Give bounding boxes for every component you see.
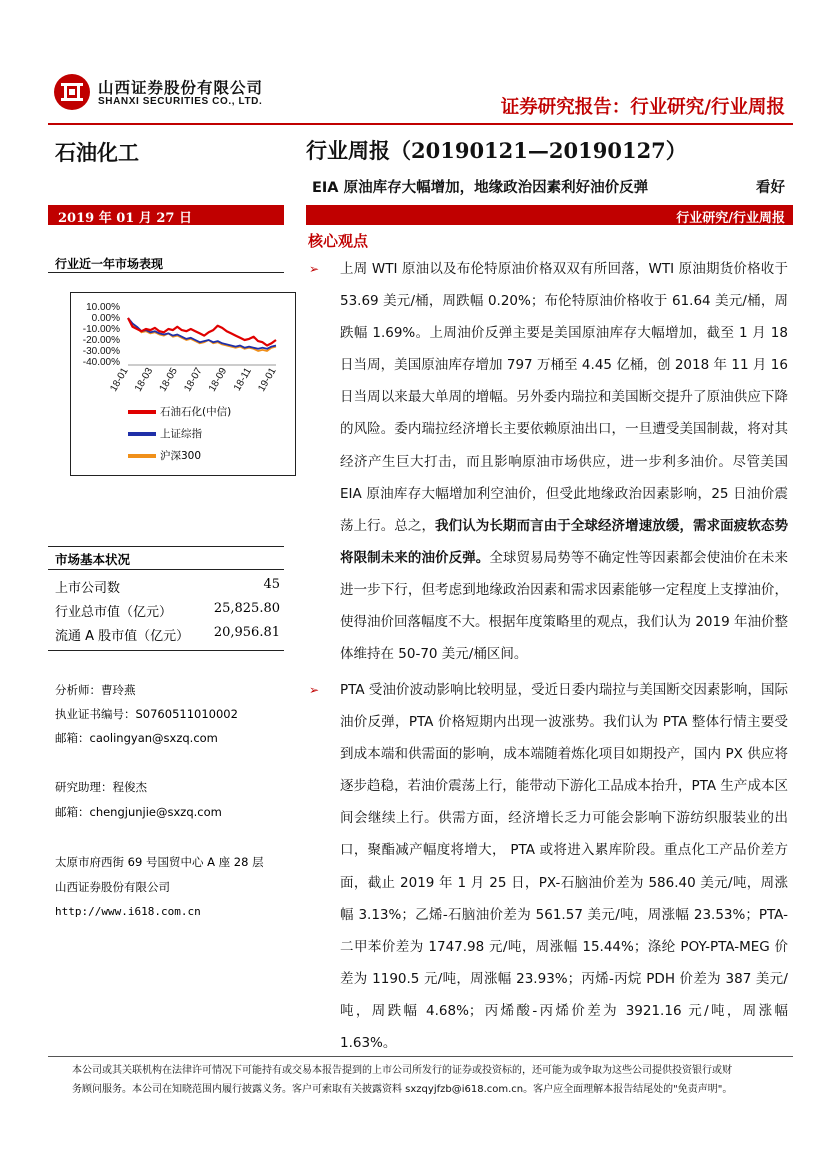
x-tick-label: 18-03 [132,366,156,394]
core-view-title: 核心观点 [308,232,369,250]
disclaimer-line-2: 务顾问服务。本公司在知晓范围内履行披露义务。客户可索取有关披露资料 sxzqyjfzb@i618.com.cn。客户应全面理解本报告结尾处的"免责声明"。 [72,1084,733,1095]
y-tick-label: -30.00% [82,346,120,357]
assistant-email[interactable]: 邮箱：chengjunjie@sxzq.com [55,805,222,819]
legend-label: 沪深300 [160,450,202,462]
stat-label: 流通 A 股市值（亿元） [55,629,190,644]
x-tick-label: 18-09 [206,366,230,394]
report-tag: 行业研究/行业周报 [306,205,793,225]
y-tick-label: 10.00% [86,302,120,313]
header-divider [48,123,793,125]
paragraph-text-tail: 全球贸易局势等不确定性等因素都会使油价在未来进一步下行，但考虑到地缘政治因素和需求因素能够一定程度上支撑油价，使得油价回落幅度不大。根据年度策略里的观点，我们认为 2019 年油价整体维持在 50-70 美元/桶区间。 [340,549,788,663]
arrow-bullet-icon: ➢ [309,683,320,697]
company-name-cn: 山西证券股份有限公司 [98,79,264,97]
legend-swatch [128,454,156,458]
company-logo [52,72,302,116]
market-section-divider [48,569,284,570]
legend-label: 上证综指 [160,428,202,440]
market-stat-row [55,625,280,646]
rating: 看好 [756,180,785,196]
analyst-name: 分析师：曹玲燕 [55,683,136,697]
market-stat-row [55,577,280,598]
market-section-top-divider [48,546,284,547]
chart-section-divider [48,272,284,273]
assistant-name: 研究助理：程俊杰 [55,780,147,794]
x-tick-label: 18-05 [157,366,180,394]
company-address: 太原市府西街 69 号国贸中心 A 座 28 层 [55,855,264,869]
paragraph-text: PTA 受油价波动影响比较明显，受近日委内瑞拉与美国断交因素影响，国际油价反弹，PTA 价格短期内出现一波涨势。我们认为 PTA 整体行情主要受到成本端和供需面的影响，成本端随着炼化项目如期投产，国内 PX 供应将逐步趋稳，若油价震荡上行，能带动下游化工品成本抬升，PTA 生产成本区间会继续上行。供需方面，经济增长乏力可能会影响下游纺织服装业的出口，聚酯减产幅度将增大， PTA 或将进入累库阶段。重点化工产品价差方面，截止 2019 年 1 月 25 日，PX-石脑油价差为 586.40 美元/吨，周涨幅 3.13%；乙烯-石脑油价差为 561.57 美元/吨，周涨幅 23.53%；PTA-二甲苯价差为 1747.98 元/吨，周涨幅 15.44%；涤纶 POY-PTA-MEG 价差为 1190.5 元/吨，周涨幅 23.93%；丙烯-丙烷 PDH 价差为 387 美元/吨，周跌幅 4.68%；丙烯酸-丙烯价差为 3921.16 元/吨，周涨幅 1.63%。 [340,682,788,1052]
footer-divider [48,1056,793,1057]
key-conclusion: 我们认为长期而言由于全球经济增速放缓，需求面疲软态势将限制未来的油价反弹。 [340,517,788,566]
company-url-link[interactable]: http://www.i618.com.cn [55,905,201,918]
x-tick-label: 18-11 [231,366,254,394]
report-type: 证券研究报告：行业研究/行业周报 [500,97,785,118]
stat-label: 上市公司数 [55,581,121,596]
company-logo-icon [52,72,92,112]
stat-label: 行业总市值（亿元） [55,605,173,620]
y-tick-label: -10.00% [82,324,120,335]
stat-value: 20,956.81 [213,625,280,640]
analyst-email[interactable]: 邮箱：caolingyan@sxzq.com [55,731,218,745]
market-section-bottom-divider [48,650,284,651]
report-title: 行业周报（20190121—20190127） [306,138,687,163]
x-tick-label: 19-01 [256,366,279,394]
x-tick-label: 18-07 [182,366,205,394]
stat-value: 45 [263,577,280,592]
chart-section-title: 行业近一年市场表现 [55,257,164,271]
paragraph-crude-oil [340,253,788,670]
stat-value: 25,825.80 [213,601,280,616]
disclaimer-line-1: 本公司或其关联机构在法律许可情况下可能持有或交易本报告提到的上市公司所发行的证券或投资标的，还可能为或争取为这些公司提供投资银行或财 [72,1065,732,1076]
legend-label: 石油石化(中信) [160,406,232,418]
company-name-en: SHANXI SECURITIES CO., LTD. [98,96,263,107]
legend-swatch [128,432,156,436]
market-stat-row [55,601,280,622]
y-tick-label: -20.00% [82,335,120,346]
paragraph-pta [340,674,788,1059]
market-performance-chart [70,292,296,476]
report-date: 2019 年 01 月 27 日 [48,205,284,225]
analyst-license: 执业证书编号：S0760511010002 [55,707,238,721]
company-name: 山西证券股份有限公司 [55,880,170,894]
paragraph-text: 上周 WTI 原油以及布伦特原油价格双双有所回落，WTI 原油期货价格收于 53.69 美元/桶，周跌幅 0.20%；布伦特原油价格收于 61.64 美元/桶，周跌幅 1.69%。上周油价反弹主要是美国原油库存大幅增加，截至 1 月 18 日当周，美国原油库存增加 797 万桶至 4.45 亿桶，创 2018 年 11 月 16 日当周以来最大单周的增幅。另外委内瑞拉和美国断交提升了原油供应下降的风险。委内瑞拉经济增长主要依赖原油出口，一旦遭受美国制裁，将对其经济产生巨大打击，而且影响原油市场供应，进一步利多油价。尽管美国 EIA 原油库存大幅增加利空油价，但受此地缘政治因素影响，25 日油价震荡上行。总之， [340,261,788,534]
legend-swatch [128,410,156,414]
arrow-bullet-icon: ➢ [309,262,320,276]
x-tick-label: 18-01 [108,366,131,394]
y-tick-label: 0.00% [91,313,120,324]
y-tick-label: -40.00% [82,357,120,368]
market-section-title: 市场基本状况 [55,552,131,567]
industry-name: 石油化工 [55,141,139,165]
report-subtitle: EIA 原油库存大幅增加，地缘政治因素利好油价反弹 [312,180,649,196]
